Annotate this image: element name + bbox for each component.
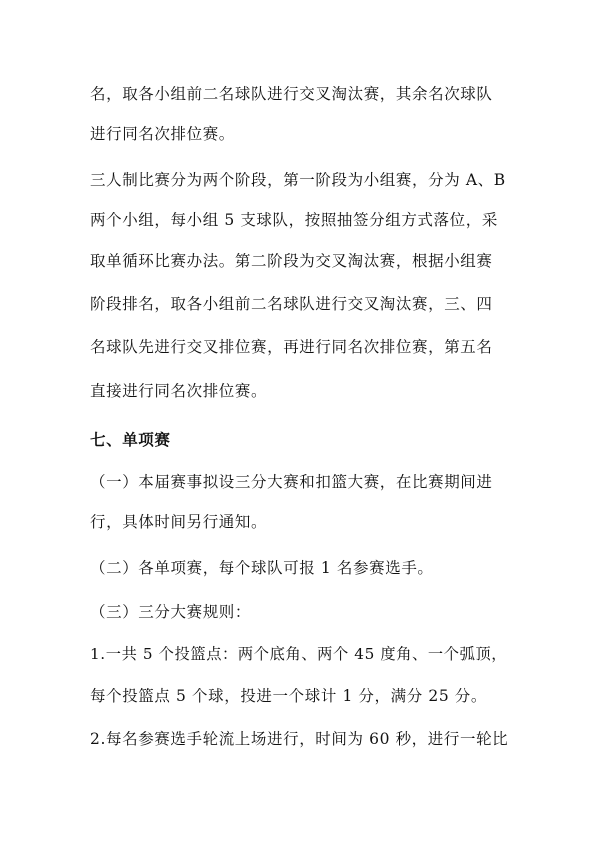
section-heading: 七、单项赛 (90, 430, 171, 449)
paragraph-line: （三）三分大赛规则： (90, 603, 252, 621)
paragraph-line: 名，取各小组前二名球队进行交叉淘汰赛，其余名次球队 (90, 85, 493, 103)
paragraph-line: 1.一共 5 个投篮点：两个底角、两个 45 度角、一个弧顶， (90, 645, 508, 663)
paragraph-line: 行，具体时间另行通知。 (90, 513, 268, 531)
paragraph-line: 三人制比赛分为两个阶段，第一阶段为小组赛，分为 A、B (90, 171, 506, 189)
paragraph-line: 取单循环比赛办法。第二阶段为交叉淘汰赛，根据小组赛 (90, 252, 493, 270)
paragraph-line: 阶段排名，取各小组前二名球队进行交叉淘汰赛，三、四 (90, 295, 493, 313)
paragraph-line: 进行同名次排位赛。 (90, 125, 235, 143)
paragraph-line: （二）各单项赛，每个球队可报 1 名参赛选手。 (90, 559, 434, 577)
paragraph-line: 直接进行同名次排位赛。 (90, 382, 268, 400)
paragraph-line: 2.每名参赛选手轮流上场进行，时间为 60 秒，进行一轮比 (90, 730, 509, 748)
paragraph-line: （一）本届赛事拟设三分大赛和扣篮大赛，在比赛期间进 (90, 473, 493, 491)
paragraph-line: 每个投篮点 5 个球，投进一个球计 1 分，满分 25 分。 (90, 687, 488, 705)
paragraph-line: 两个小组，每小组 5 支球队，按照抽签分组方式落位，采 (90, 211, 498, 229)
paragraph-line: 名球队先进行交叉排位赛，再进行同名次排位赛，第五名 (90, 338, 493, 356)
